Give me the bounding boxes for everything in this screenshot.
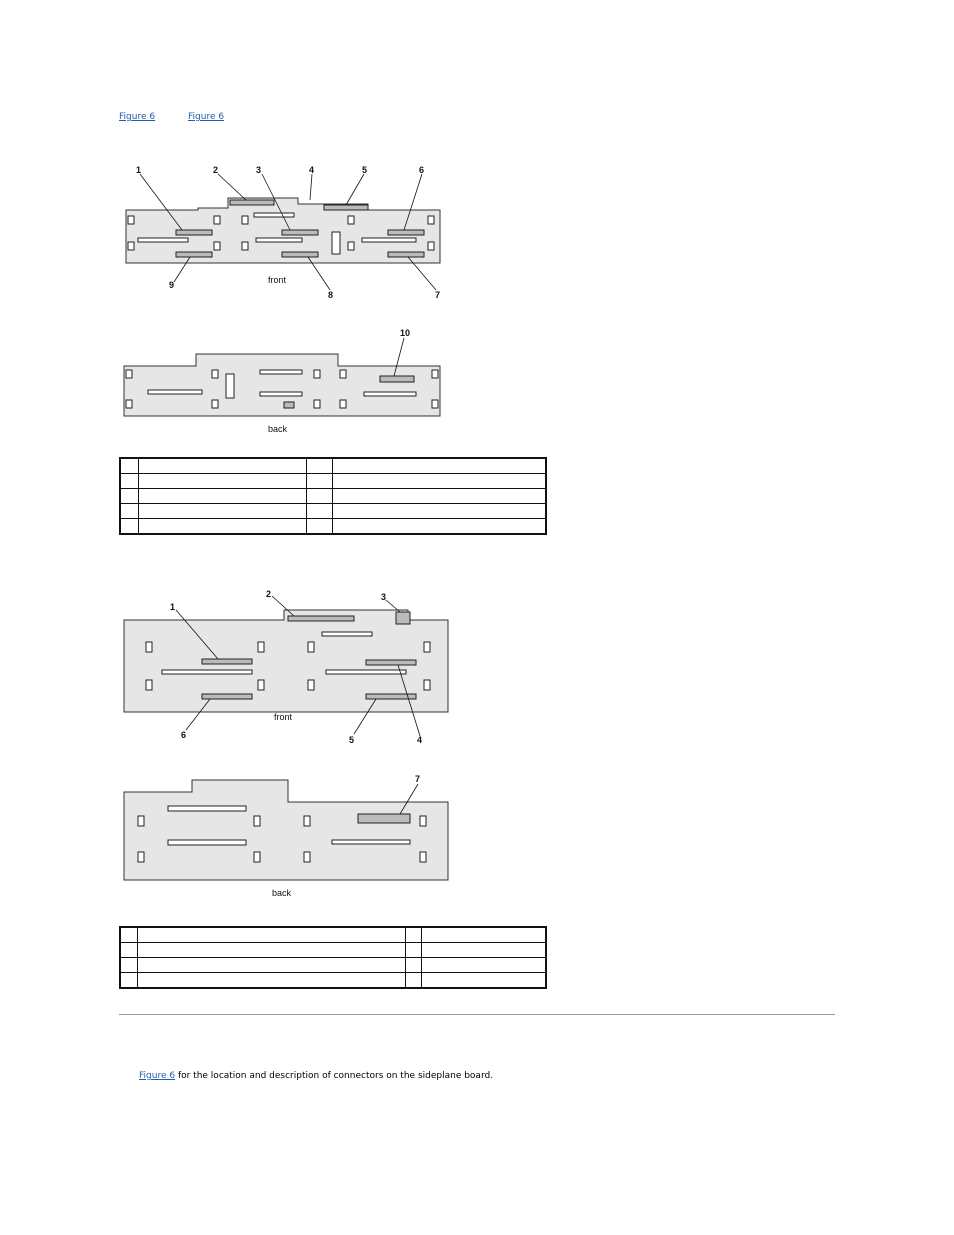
table-row (120, 943, 546, 958)
callout-2: 2 (213, 165, 219, 175)
callout-4: 4 (309, 165, 315, 175)
front-label: front (274, 712, 293, 722)
figure-1-back (118, 326, 448, 438)
table-row (120, 504, 546, 519)
callout-5: 5 (362, 165, 368, 175)
paragraph-text: for the location and description of connectors on the sideplane board. (175, 1071, 494, 1081)
callout-5: 5 (349, 735, 355, 745)
figure-1-front (118, 160, 448, 300)
callout-2: 2 (266, 589, 272, 599)
callout-7: 7 (415, 774, 421, 784)
callout-6: 6 (181, 730, 187, 740)
table-row (120, 458, 546, 474)
callout-9: 9 (169, 280, 175, 290)
callout-3: 3 (381, 592, 387, 602)
callout-7: 7 (435, 290, 441, 300)
callout-3: 3 (256, 165, 262, 175)
table-row (120, 489, 546, 504)
table-row (120, 474, 546, 489)
table-row (120, 973, 546, 989)
figure-link-1[interactable]: Figure 6 (119, 112, 156, 122)
callout-10: 10 (400, 328, 411, 338)
legend-table-1 (119, 457, 547, 535)
back-label: back (268, 424, 288, 434)
table-row (120, 927, 546, 943)
description-paragraph (139, 1071, 493, 1081)
callout-1: 1 (136, 165, 142, 175)
callout-8: 8 (328, 290, 334, 300)
figure-link-3[interactable]: Figure 6 (139, 1071, 176, 1081)
figure-2-back (118, 772, 453, 900)
figure-2-front (118, 588, 453, 748)
figure-link-2[interactable]: Figure 6 (188, 112, 225, 122)
back-label: back (272, 888, 292, 898)
callout-4: 4 (417, 735, 423, 745)
front-label: front (268, 275, 287, 285)
legend-table-2 (119, 926, 547, 989)
table-row (120, 958, 546, 973)
callout-6: 6 (419, 165, 425, 175)
table-row (120, 519, 546, 535)
section-divider (119, 1014, 835, 1015)
callout-1: 1 (170, 602, 176, 612)
